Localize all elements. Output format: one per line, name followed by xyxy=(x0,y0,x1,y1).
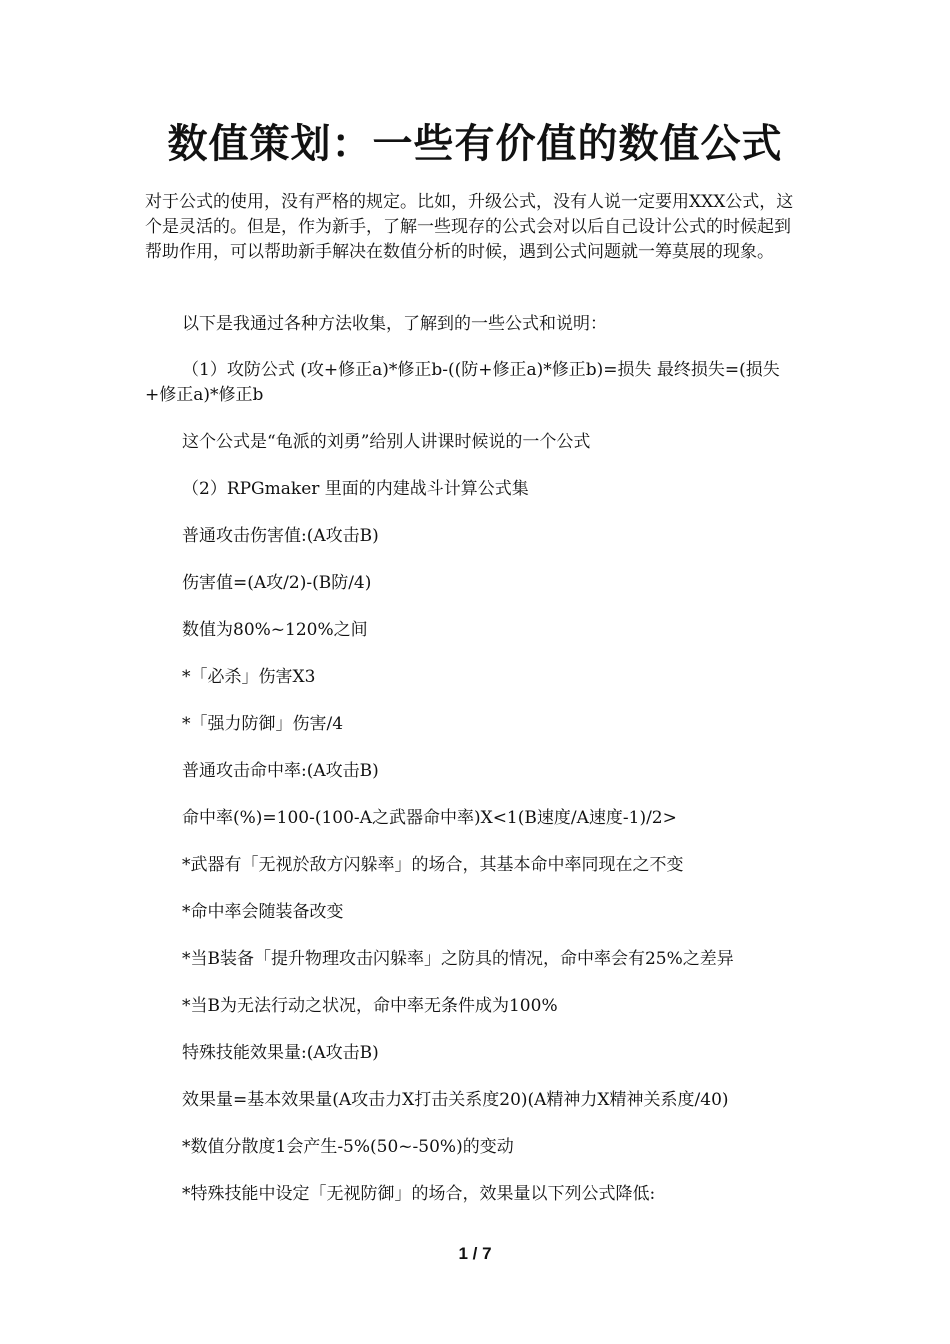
paragraph: *武器有「无视於敌方闪躲率」的场合，其基本命中率同现在之不变 xyxy=(182,855,684,875)
paragraph: *「必杀」伤害X3 xyxy=(182,667,316,687)
paragraph: *「强力防御」伤害/4 xyxy=(182,714,344,734)
paragraph: 效果量=基本效果量(A攻击力X打击关系度20)(A精神力X精神关系度/40) xyxy=(182,1090,729,1110)
paragraph: （2）RPGmaker 里面的内建战斗计算公式集 xyxy=(182,479,529,499)
paragraph: 特殊技能效果量:(A攻击B) xyxy=(182,1043,379,1063)
paragraph: 普通攻击命中率:(A攻击B) xyxy=(182,761,379,781)
paragraph: 命中率(%)=100-(100-A之武器命中率)X<1(B速度/A速度-1)/2> xyxy=(182,808,677,828)
paragraph: 这个公式是“龟派的刘勇”给别人讲课时候说的一个公式 xyxy=(182,432,591,452)
paragraph: 伤害值=(A攻/2)-(B防/4) xyxy=(182,573,372,593)
page-title: 数值策划：一些有价值的数值公式 xyxy=(167,120,783,167)
paragraph: 普通攻击伤害值:(A攻击B) xyxy=(182,526,379,546)
intro-paragraph: 对于公式的使用，没有严格的规定。比如，升级公式，没有人说一定要用XXX公式，这个是灵活的。但是，作为新手，了解一些现存的公式会对以后自己设计公式的时候起到帮助作用，可以帮助新手解决在数值分析的时候，遇到公式问题就一筹莫展的现象。 xyxy=(145,192,794,262)
page-indicator: 1 / 7 xyxy=(458,1244,492,1263)
paragraph: *数值分散度1会产生-5%(50~-50%)的变动 xyxy=(182,1137,514,1157)
paragraph: *特殊技能中设定「无视防御」的场合，效果量以下列公式降低: xyxy=(182,1184,656,1204)
paragraph: *当B装备「提升物理攻击闪躲率」之防具的情况，命中率会有25%之差异 xyxy=(182,949,734,969)
paragraph: *当B为无法行动之状况，命中率无条件成为100% xyxy=(182,996,558,1016)
paragraph: （1）攻防公式 (攻+修正a)*修正b-((防+修正a)*修正b)=损失 最终损失=(损失+修正a)*修正b xyxy=(145,360,780,405)
paragraph: 以下是我通过各种方法收集，了解到的一些公式和说明： xyxy=(182,314,607,334)
paragraph: *命中率会随装备改变 xyxy=(182,902,344,922)
paragraph: 数值为80%~120%之间 xyxy=(182,620,368,640)
